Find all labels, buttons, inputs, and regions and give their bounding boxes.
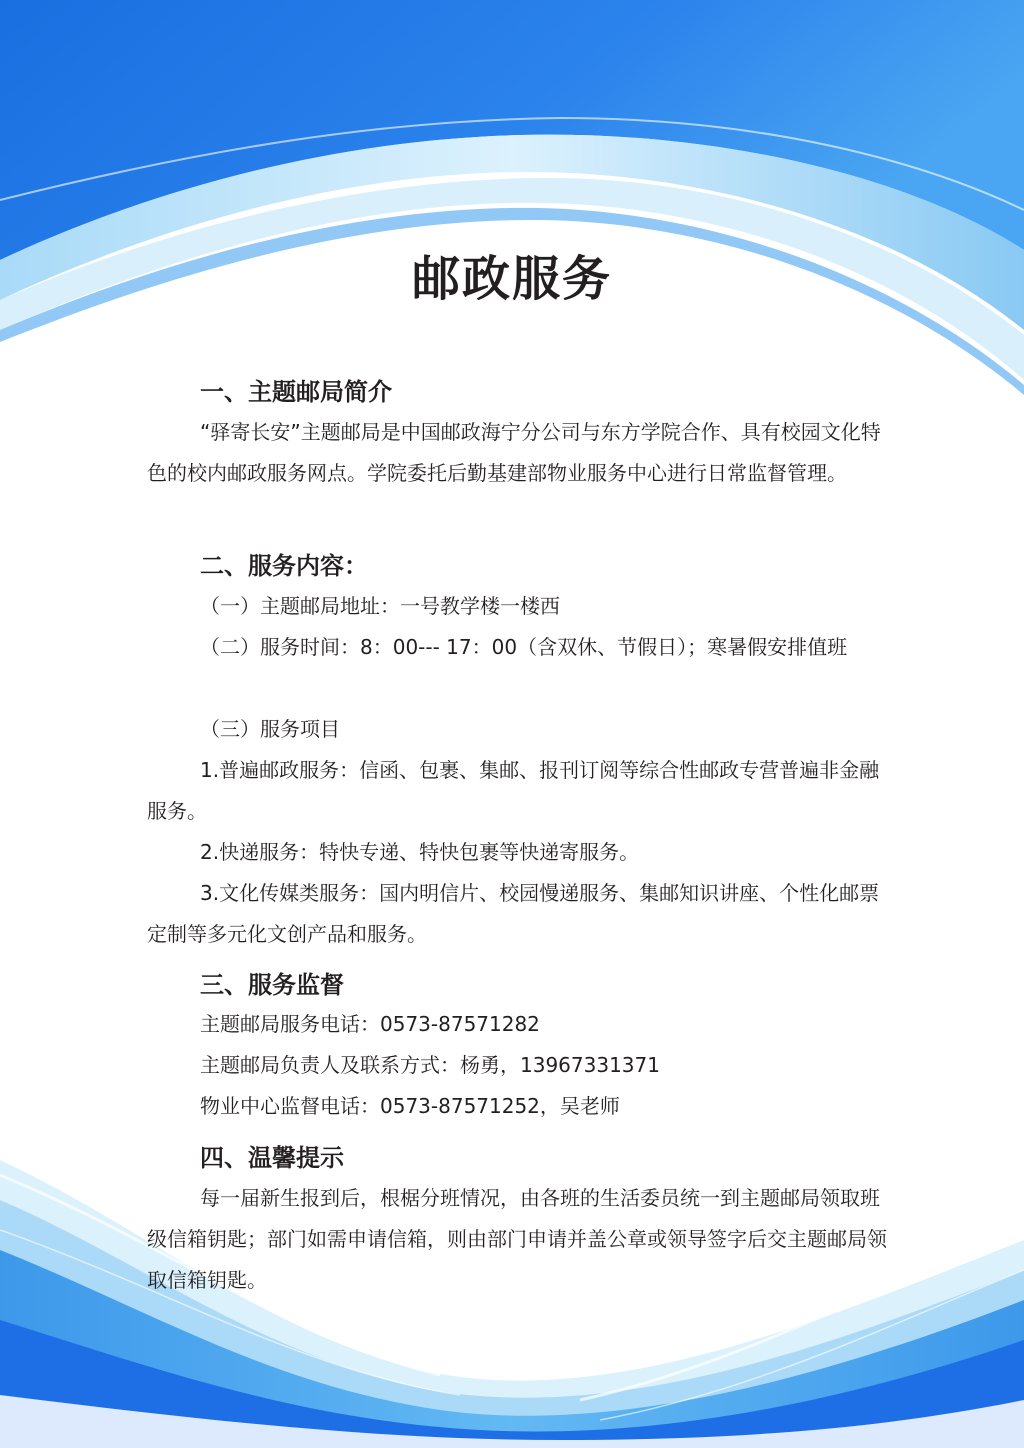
service-phone: 主题邮局服务电话：0573-87571282 bbox=[200, 1012, 540, 1036]
section4-paragraph: 每一届新生报到后，根椐分班情况，由各班的生活委员统一到主题邮局领取班级信箱钥匙；部门如需申请信箱，则由部门申请并盖公章或领导签字后交主题邮局领取信箱钥匙。 bbox=[147, 1186, 887, 1292]
items-heading: （三）服务项目 bbox=[200, 717, 340, 741]
section4-heading: 四、温馨提示 bbox=[200, 1144, 344, 1172]
service-item-2: 2.快递服务：特快专递、特快包裹等快递寄服务。 bbox=[200, 840, 640, 864]
section2-heading: 二、服务内容： bbox=[200, 552, 368, 580]
section1-paragraph: “驿寄长安”主题邮局是中国邮政海宁分公司与东方学院合作、具有校园文化特色的校内邮政服务网点。学院委托后勤基建部物业服务中心进行日常监督管理。 bbox=[147, 420, 881, 485]
hours-line: （二）服务时间：8：00--- 17：00（含双休、节假日）；寒暑假安排值班 bbox=[200, 635, 848, 659]
page-title: 邮政服务 bbox=[411, 251, 612, 307]
section1-heading: 一、主题邮局简介 bbox=[200, 378, 392, 406]
address-line: （一）主题邮局地址：一号教学楼一楼西 bbox=[200, 594, 560, 618]
section3-heading: 三、服务监督 bbox=[200, 971, 344, 999]
service-item-3: 3.文化传媒类服务：国内明信片、校园慢递服务、集邮知识讲座、个性化邮票定制等多元化文创产品和服务。 bbox=[147, 881, 880, 946]
manager-contact: 主题邮局负责人及联系方式：杨勇，13967331371 bbox=[200, 1053, 660, 1077]
supervisor-phone: 物业中心监督电话：0573-87571252，吴老师 bbox=[200, 1094, 620, 1118]
service-item-1: 1.普遍邮政服务：信函、包裹、集邮、报刊订阅等综合性邮政专营普遍非金融服务。 bbox=[147, 758, 880, 823]
